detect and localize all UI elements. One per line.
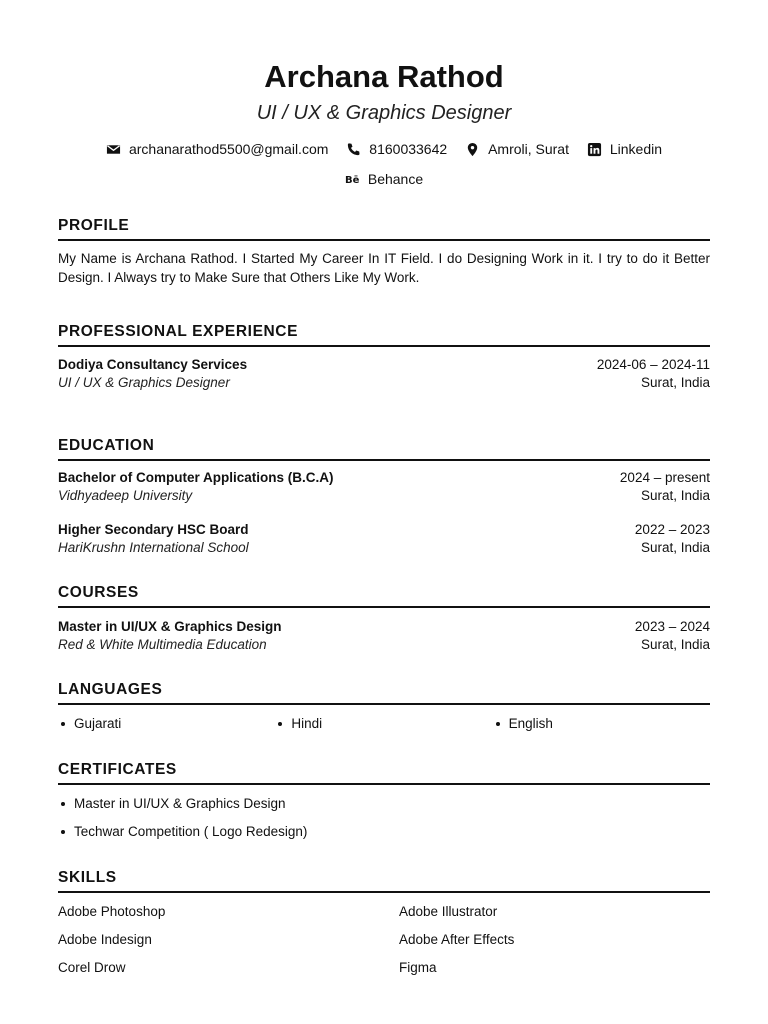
entry-location: Surat, India <box>640 636 710 652</box>
linkedin-text: Linkedin <box>609 141 663 157</box>
skills-heading: SKILLS <box>58 868 710 893</box>
languages-list <box>58 714 710 734</box>
list-item: Hindi <box>275 714 492 734</box>
skill-item: Adobe After Effects <box>399 932 515 947</box>
list-item: Techwar Competition ( Logo Redesign) <box>58 818 710 846</box>
entry-location: Surat, India <box>640 487 710 503</box>
contact-phone[interactable] <box>346 139 447 159</box>
contact-behance[interactable] <box>345 169 423 189</box>
list-item: Master in UI/UX & Graphics Design <box>58 790 710 818</box>
entry-location: Surat, India <box>640 539 710 555</box>
behance-text: Behance <box>367 171 424 187</box>
candidate-title: UI / UX & Graphics Designer <box>256 102 512 124</box>
education-entry <box>58 469 710 504</box>
list-item: Gujarati <box>58 714 275 734</box>
skill-item: Adobe Photoshop <box>58 904 166 919</box>
education-heading: EDUCATION <box>58 436 710 461</box>
courses-heading: COURSES <box>58 583 710 608</box>
contact-location <box>465 139 569 159</box>
certificates-heading: CERTIFICATES <box>58 760 710 785</box>
entry-role: UI / UX & Graphics Designer <box>58 374 230 390</box>
contact-row-2 <box>58 169 710 192</box>
behance-icon <box>345 172 360 187</box>
education-entry <box>58 521 710 556</box>
skill-item: Adobe Indesign <box>58 932 152 947</box>
contact-linkedin[interactable] <box>587 139 662 159</box>
entry-org: Bachelor of Computer Applications (B.C.A) <box>58 470 334 485</box>
entry-role: HariKrushn International School <box>58 539 249 555</box>
contact-row <box>58 139 710 162</box>
certificates-list <box>58 790 710 846</box>
entry-org: Dodiya Consultancy Services <box>58 357 248 372</box>
entry-org: Higher Secondary HSC Board <box>58 522 249 537</box>
course-entry <box>58 618 710 653</box>
entry-dates: 2022 – 2023 <box>634 522 710 537</box>
languages-heading: LANGUAGES <box>58 680 710 705</box>
skill-item: Figma <box>399 960 437 975</box>
entry-role: Vidhyadeep University <box>58 487 193 503</box>
phone-text: 8160033642 <box>369 141 448 157</box>
skill-item: Adobe Illustrator <box>399 904 498 919</box>
entry-role: Red & White Multimedia Education <box>58 636 267 652</box>
entry-location: Surat, India <box>640 374 710 390</box>
envelope-icon <box>106 142 121 157</box>
svg-text:Bē: Bē <box>344 174 360 186</box>
phone-icon <box>346 142 361 157</box>
contact-email[interactable] <box>106 139 328 159</box>
entry-org: Master in UI/UX & Graphics Design <box>58 619 282 634</box>
email-text: archanarathod5500@gmail.com <box>128 141 329 157</box>
skills-grid <box>58 902 710 978</box>
entry-dates: 2024 – present <box>619 470 710 485</box>
map-pin-icon <box>465 142 480 157</box>
entry-dates: 2023 – 2024 <box>634 619 710 634</box>
profile-heading: PROFILE <box>58 216 710 241</box>
location-text: Amroli, Surat <box>488 141 569 157</box>
linkedin-icon <box>587 142 602 157</box>
profile-text: My Name is Archana Rathod. I Started My Career In IT Field. I do Designing Work in it. I try to do it Better Design. I Always try to Make Sure that Others Like My Work. <box>58 251 710 285</box>
entry-dates: 2024-06 – 2024-11 <box>596 357 710 372</box>
skill-item: Corel Drow <box>58 960 126 975</box>
candidate-name: Archana Rathod <box>264 59 504 94</box>
experience-entry <box>58 356 710 391</box>
experience-heading: PROFESSIONAL EXPERIENCE <box>58 322 710 347</box>
list-item: English <box>493 714 710 734</box>
